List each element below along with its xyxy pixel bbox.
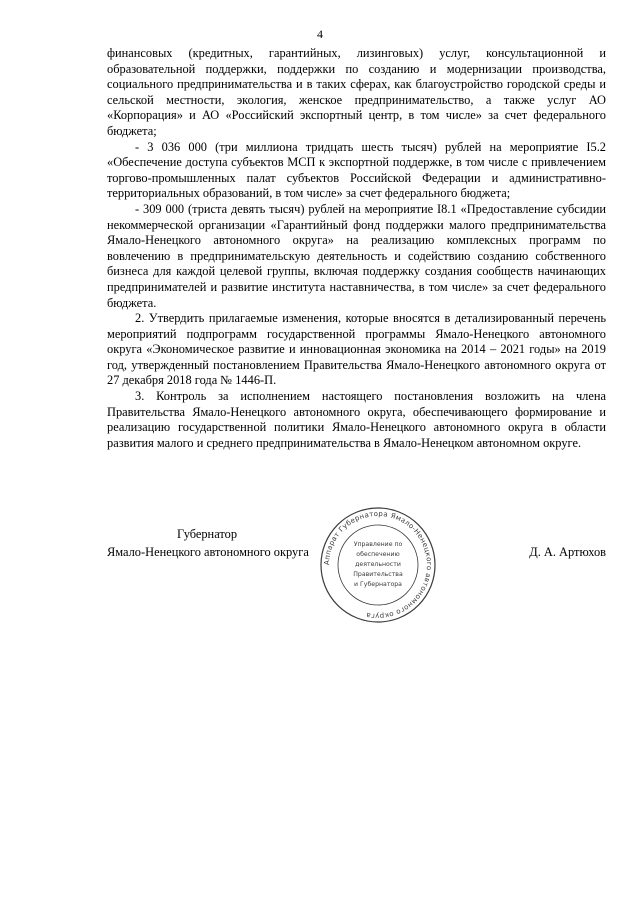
svg-text:обеспечению: обеспечению — [356, 551, 400, 558]
signer-position-region: Ямало-Ненецкого автономного округа — [107, 545, 309, 559]
document-body — [107, 46, 606, 451]
svg-text:и Губернатора: и Губернатора — [354, 581, 402, 588]
svg-text:деятельности: деятельности — [355, 561, 401, 568]
stamp-ring-text: Аппарат Губернатора Ямало-Ненецкого автономного округа — [322, 509, 434, 621]
paragraph-guarantee-fund: - 309 000 (триста девять тысяч) рублей на мероприятие I8.1 «Предоставление субсидии некоммерческой организации «Гарантийный фонд поддержки малого предпринимательства Ямало-Ненецкого автономного округа» на реализацию комплексных программ по вовлечению в предпринимательскую деятельность и содействию созданию собственного бизнеса для каждой целевой группы, включая поддержку создания сообществ начинающих предпринимателей и развитие института наставничества, в том числе» за счет федерального бюджета. — [107, 201, 606, 310]
paragraph-control: 3. Контроль за исполнением настоящего постановления возложить на члена Правительства Ямало-Ненецкого автономного округа, обеспечивающего формирование и реализацию государственной политики Ямало-Ненецкого автономного округа в области развития малого и среднего предпринимательства в Ямало-Ненецком автономном округе. — [107, 389, 606, 450]
paragraph-financial-services: финансовых (кредитных, гарантийных, лизинговых) услуг, консультационной и образовательной поддержки, поддержки по созданию и модернизации производства, социального предпринимательства и в таких сферах, как благоустройство городской среды и сельской местности, экология, женское предпринимательство, а также услуг АО «Корпорация» и АО «Российский экспортный центр, в том числе» за счет федерального бюджета; — [107, 46, 606, 138]
signer-position-title: Губернатор — [177, 527, 238, 541]
svg-text:Правительства: Правительства — [353, 571, 403, 578]
paragraph-export-support: - 3 036 000 (три миллиона тридцать шесть тысяч) рублей на мероприятие I5.2 «Обеспечение доступа субъектов МСП к экспортной поддержке, в том числе с привлечением торгово-промышленных палат субъектов Российской Федерации и административно-территориальных образований, в том числе» за счет федерального бюджета; — [107, 139, 606, 201]
paragraph-approve-changes: 2. Утвердить прилагаемые изменения, которые вносятся в детализированный перечень мероприятий подпрограмм государственной программы Ямало-Ненецкого автономного округа «Экономическое развитие и инновационная экономика на 2014 – 2021 годы» на 2019 год, утвержденный постановлением Правительства Ямало-Ненецкого автономного округа от 27 декабря 2018 года № 1446-П. — [107, 311, 606, 388]
svg-text:Управление по: Управление по — [353, 541, 403, 548]
signer-name: Д. А. Артюхов — [529, 545, 606, 559]
official-stamp — [318, 505, 438, 625]
page-number: 4 — [317, 27, 323, 41]
stamp-center-text — [353, 541, 403, 588]
